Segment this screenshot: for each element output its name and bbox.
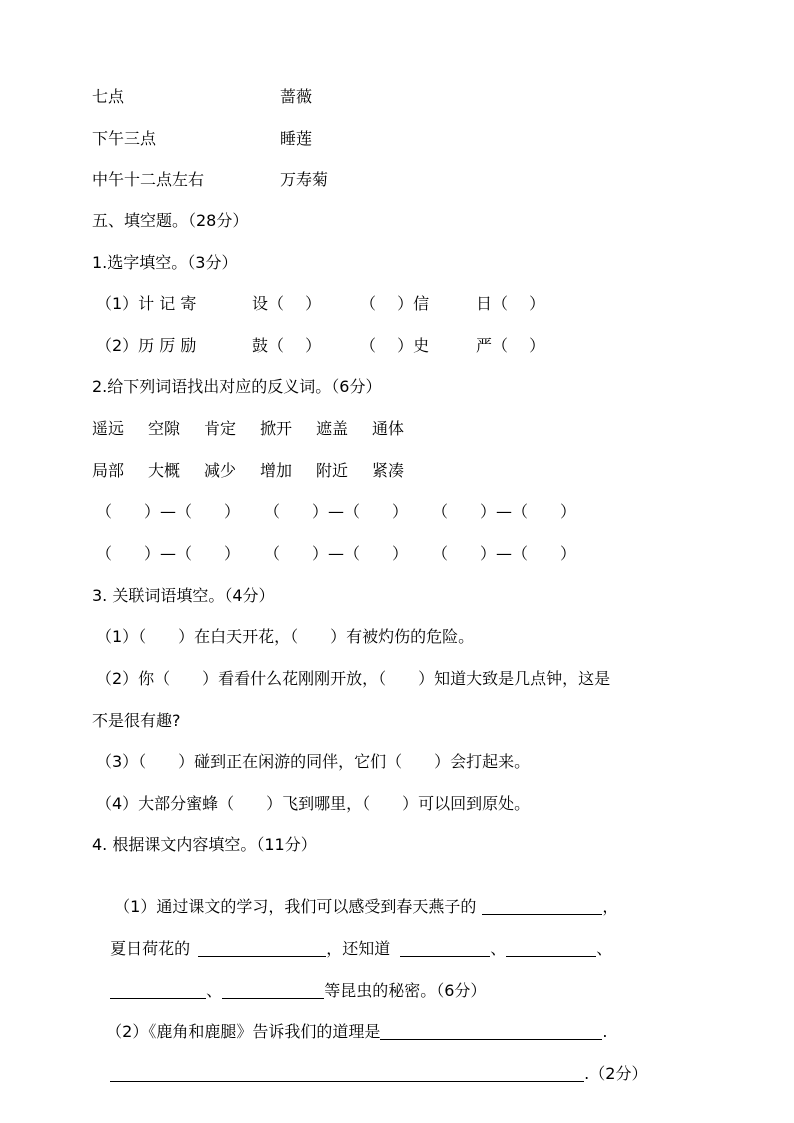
q4-p2-punct: . [602, 1022, 608, 1041]
q2-word: 遮盖 [316, 419, 349, 438]
answer-blank[interactable] [400, 940, 490, 957]
q2-word: 附近 [316, 461, 349, 480]
q4-p1-text-b-mid: ，还知道 [326, 939, 391, 958]
q1-row2-b: （ ）史 [360, 336, 430, 355]
q3-sentence-3: （3）（ ）碰到正在闲游的同伴，它们（ ）会打起来。 [96, 752, 531, 771]
q1-row1-label: （1）计 记 寄 [96, 294, 197, 313]
q3-sentence-2a: （2）你（ ）看看什么花刚刚开放，（ ）知道大致是几点钟，这是 [96, 669, 611, 688]
q4-p1-line3 [100, 961, 486, 1001]
section-title: 五、填空题。（28分） [92, 211, 249, 230]
match-flower-3: 万寿菊 [280, 170, 329, 189]
q2-pair: （ ）—（ ） [264, 502, 409, 521]
q2-word: 紧凑 [372, 461, 405, 480]
q4-sep: 、 [206, 981, 223, 1000]
answer-blank[interactable] [198, 940, 326, 957]
answer-blank[interactable] [482, 898, 602, 915]
q2-pair: （ ）—（ ） [432, 502, 577, 521]
q4-p1-text-a: （1）通过课文的学习，我们可以感受到春天燕子的 [114, 897, 477, 916]
q2-word: 掀开 [260, 419, 293, 438]
answer-blank[interactable] [110, 1065, 584, 1082]
q2-pair: （ ）—（ ） [96, 502, 241, 521]
q1-row1-b: （ ）信 [360, 294, 430, 313]
q4-p1-text-b: 夏日荷花的 [110, 939, 191, 958]
q2-pair: （ ）—（ ） [264, 544, 409, 563]
q1-row2-a: 鼓（ ） [252, 336, 322, 355]
answer-blank[interactable] [110, 982, 206, 999]
match-time-2: 下午三点 [92, 129, 157, 148]
q4-sep: 、 [596, 939, 613, 958]
q2-pair: （ ）—（ ） [96, 544, 241, 563]
q2-word: 局部 [92, 461, 125, 480]
q4-p2-score: .（2分） [584, 1064, 648, 1083]
match-flower-2: 睡莲 [280, 129, 313, 148]
q4-p2-line1 [96, 1002, 607, 1042]
answer-blank[interactable] [380, 1023, 602, 1040]
q3-sentence-2b: 不是很有趣? [92, 711, 181, 730]
match-time-3: 中午十二点左右 [92, 170, 205, 189]
q1-title: 1.选字填空。（3分） [92, 253, 238, 272]
q2-word: 通体 [372, 419, 405, 438]
answer-blank[interactable] [222, 982, 324, 999]
q3-sentence-4: （4）大部分蜜蜂（ ）飞到哪里，（ ）可以回到原处。 [96, 794, 531, 813]
q1-row2-label: （2）历 厉 励 [96, 336, 197, 355]
q3-title: 3. 关联词语填空。（4分） [92, 586, 275, 605]
q1-row1-c: 日（ ） [476, 294, 546, 313]
answer-blank[interactable] [506, 940, 596, 957]
q4-p2-text-a: （2）《鹿角和鹿腿》告诉我们的道理是 [106, 1022, 381, 1041]
q4-p1-punct: ， [602, 897, 619, 916]
match-flower-1: 蔷薇 [280, 87, 313, 106]
match-time-1: 七点 [92, 87, 125, 106]
q1-row2-c: 严（ ） [476, 336, 546, 355]
q2-title: 2.给下列词语找出对应的反义词。（6分） [92, 377, 382, 396]
q4-p1-text-c: 等昆虫的秘密。（6分） [324, 981, 487, 1000]
q2-word: 减少 [204, 461, 237, 480]
q2-word: 增加 [260, 461, 293, 480]
q2-word: 肯定 [204, 419, 237, 438]
q2-word: 空隙 [148, 419, 181, 438]
q2-pair: （ ）—（ ） [432, 544, 577, 563]
q4-title: 4. 根据课文内容填空。（11分） [92, 835, 317, 854]
q2-word: 大概 [148, 461, 181, 480]
q4-p2-line2 [100, 1044, 647, 1084]
q4-p1-line2 [100, 919, 612, 959]
q4-sep: 、 [490, 939, 507, 958]
q4-p1-line1 [104, 877, 618, 917]
q3-sentence-1: （1）（ ）在白天开花，（ ）有被灼伤的危险。 [96, 627, 475, 646]
q2-word: 遥远 [92, 419, 125, 438]
q1-row1-a: 设（ ） [252, 294, 322, 313]
